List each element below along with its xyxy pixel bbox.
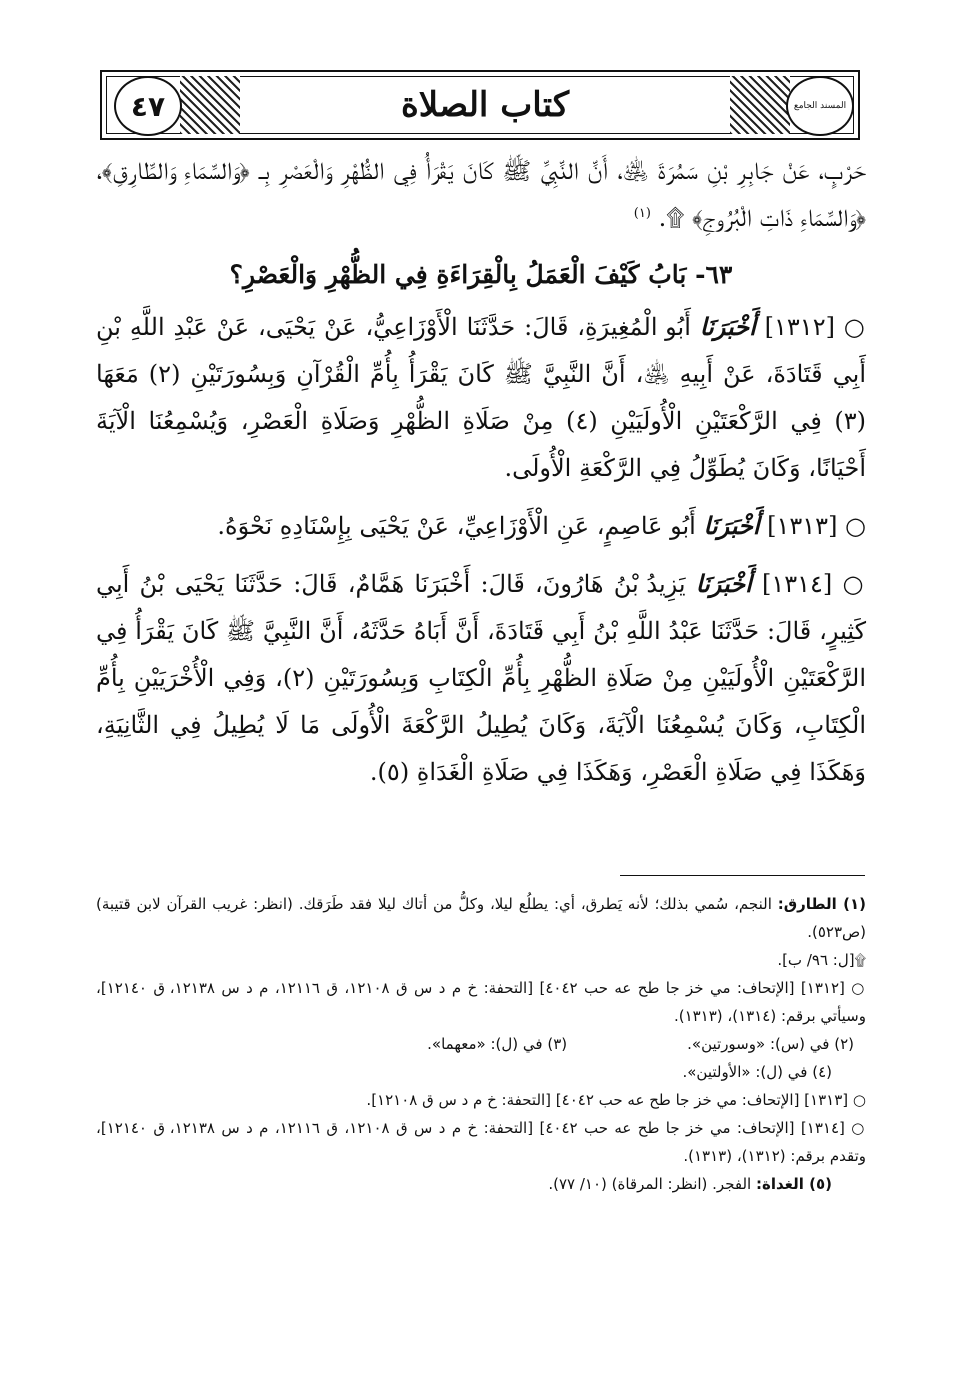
book-seal: المسند الجامع [793, 101, 847, 111]
footnote-label: (٥) الغداة: [756, 1175, 832, 1193]
footnotes [96, 890, 866, 1198]
takhrij-1314: ○ [١٣١٤] [الإتحاف: مي خز جا طح عه حب ٤٠٤٢] [التحفة: خ م د س ق ١٢١٠٨، ق ١٢١١٦، م د س ١٢١٣٨، ق ١٢١٤٠]، وتقدم برقم: (١٣١٢)، (١٣١٣). [96, 1119, 866, 1165]
footnote-5 [96, 1170, 866, 1198]
header-ornament-right [730, 76, 790, 134]
hadith-text: أَبُو الْمُغِيرَةِ، قَالَ: حَدَّثَنَا الْأَوْزَاعِيُّ، عَنْ يَحْيَى، عَنْ عَبْدِ اللَّهِ بْنِ أَبِي قَتَادَةَ، عَنْ أَبِيهِ ﵁، أَنَّ النَّبِيَّ ﷺ كَانَ يَقْرَأُ بِأُمِّ الْقُرْآنِ وَبِسُورَتَيْنِ (٢) مَعَهَا (٣) فِي الرَّكْعَتَيْنِ الْأُولَيَيْنِ (٤) مِنْ صَلَاةِ الظُّهْرِ وَصَلَاةِ الْعَصْرِ، وَيُسْمِعُنَا الْآيَةَ أَحْيَانًا، وَكَانَ يُطَوِّلُ فِي الرَّكْعَةِ الْأُولَى. [96, 313, 867, 482]
hadith-lead: أَخْبَرَنَا [699, 312, 756, 341]
footnote-divider [620, 875, 865, 876]
page-number: ٤٧ [130, 89, 166, 123]
footnote-1 [96, 890, 866, 946]
page-number-cartouche [114, 76, 182, 136]
hadith-entry [96, 560, 866, 796]
takhrij-1312: ○ [١٣١٢] [الإتحاف: مي خز جا طح عه حب ٤٠٤٢] [التحفة: خ م د س ق ١٢١٠٨، ق ١٢١١٦، م د س ١٢١٣٨، ق ١٢١٤٠]، وسيأتي برقم: (١٣١٤)، (١٣١٣). [96, 979, 866, 1025]
intro-paragraph [96, 148, 866, 242]
footnote-4: (٤) في (ل): «الأولتين». [682, 1063, 832, 1081]
footnote-ref: (١) [633, 206, 651, 221]
hadith-entry [96, 303, 866, 492]
book-title: كتاب الصلاة [250, 80, 720, 130]
intro-text: حَرْبٍ، عَنْ جَابِرِ بْنِ سَمُرَةَ ﵁، أَنَّ النَّبِيَّ ﷺ كَانَ يَقْرَأُ فِي الظُّهْرِ وَالْعَصْرِ بِـ ﴿وَالسَّمَاءِ وَالطَّارِقِ﴾، ﴿وَالسَّمَاءِ ذَاتِ الْبُرُوجِ﴾ ۩. [96, 157, 866, 232]
hadith-entry [96, 502, 866, 550]
footnote-row [96, 1030, 866, 1058]
footnote-label: (١) الطارق: [777, 895, 866, 913]
hadith-lead: أَخْبَرَنَا [703, 511, 760, 540]
manuscript-mark: ۩[ل: ٩٦/ ب]. [777, 951, 866, 969]
seal-cartouche [786, 76, 854, 136]
footnote-text: النجم، سُمي بذلك؛ لأنه يَطرق، أي: يطلُع ليلا، وكلُّ من أتاك ليلا فقد طَرَقك. (انظر: غريب القرآن لابن قتيبة) (ص٥٢٣). [96, 895, 866, 941]
hadith-number: ○ [١٣١٢] [764, 313, 866, 341]
footnote-2: (٢) في (س): «وسورتين». [687, 1035, 854, 1053]
main-text [96, 148, 866, 796]
footnote-3: (٣) في (ل): «معهما». [427, 1035, 568, 1053]
hadith-number: ○ [١٣١٤] [761, 570, 867, 598]
hadith-number: ○ [١٣١٣] [767, 512, 866, 540]
header-ornament-left [180, 76, 240, 134]
page-header [100, 70, 860, 140]
takhrij-1313: ○ [١٣١٣] [الإتحاف: مي خز جا طح عه حب ٤٠٤٢] [التحفة: خ م د س ق ١٢١٠٨]. [366, 1091, 866, 1109]
hadith-text: أَبُو عَاصِمٍ، عَنِ الْأَوْزَاعِيِّ، عَنْ يَحْيَى بِإِسْنَادِهِ نَحْوَهُ. [217, 512, 696, 540]
footnote-text: الفجر. (انظر: المرقاة) (١٠/ ٧٧). [548, 1175, 752, 1193]
chapter-heading: ٦٣- بَابُ كَيْفَ الْعَمَلُ بِالْقِرَاءَةِ فِي الظُّهْرِ وَالْعَصْرِ؟ [229, 260, 733, 289]
hadith-text: يَزِيدُ بْنُ هَارُونَ، قَالَ: أَخْبَرَنَا هَمَّامٌ، قَالَ: حَدَّثَنَا يَحْيَى بْنُ أَبِي كَثِيرٍ، قَالَ: حَدَّثَنَا عَبْدُ اللَّهِ بْنُ أَبِي قَتَادَةَ، أَنَّ أَبَاهُ حَدَّثَهُ، أَنَّ النَّبِيَّ ﷺ كَانَ يَقْرَأُ فِي الرَّكْعَتَيْنِ الْأُولَيَيْنِ مِنْ صَلَاةِ الظُّهْرِ بِأُمِّ الْكِتَابِ وَبِسُورَتَيْنِ (٢)، وَفِي الْأُخْرَيَيْنِ بِأُمِّ الْكِتَابِ، وَكَانَ يُسْمِعُنَا الْآيَةَ، وَكَانَ يُطِيلُ الرَّكْعَةَ الْأُولَى مَا لَا يُطِيلُ فِي الثَّانِيَةِ، وَهَكَذَا فِي صَلَاةِ الْعَصْرِ، وَهَكَذَا فِي صَلَاةِ الْغَدَاةِ (٥). [96, 570, 866, 786]
hadith-lead: أَخْبَرَنَا [695, 569, 752, 598]
